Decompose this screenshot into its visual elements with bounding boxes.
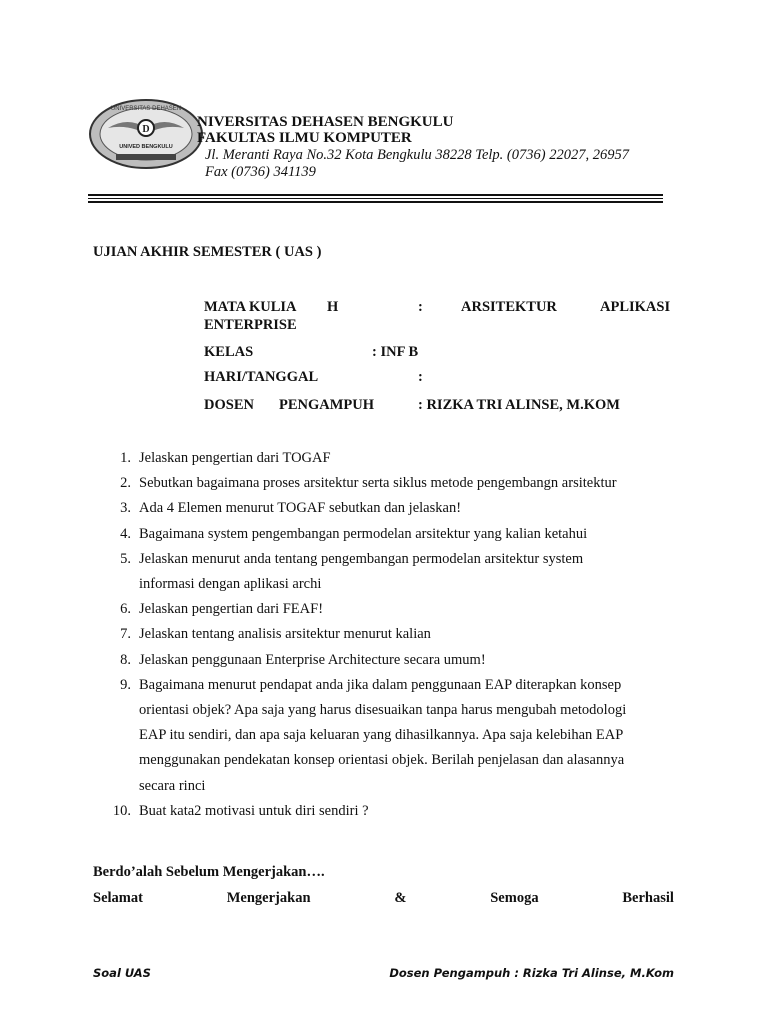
hari-tanggal-label: HARI/TANGGAL [204, 369, 319, 385]
question-number: 2. [120, 475, 131, 492]
question-text: Ada 4 Elemen menurut TOGAF sebutkan dan jelaskan! [139, 500, 462, 517]
question-text: Bagaimana system pengembangan permodelan arsitektur yang kalian ketahui [139, 525, 588, 542]
question-number [93, 572, 131, 597]
question-item [93, 547, 674, 572]
question-list [93, 446, 674, 824]
closing-word: & [394, 890, 407, 906]
question-item [93, 799, 674, 824]
closing-word: Berhasil [622, 890, 674, 906]
dosen-value: : RIZKA TRI ALINSE, M.KOM [418, 397, 620, 413]
mata-kuliah-label-h: H [327, 299, 339, 315]
question-number [93, 723, 131, 748]
university-name: NIVERSITAS DEHASEN BENGKULU [197, 114, 454, 130]
question-number [93, 774, 131, 799]
question-number: 4. [120, 525, 131, 542]
question-text: secara rinci [139, 777, 206, 794]
question-item [93, 622, 674, 647]
question-text: Sebutkan bagaimana proses arsitektur serta siklus metode pengembangn arsitektur [139, 475, 617, 492]
question-text: Jelaskan penggunaan Enterprise Architecture secara umum! [139, 651, 486, 668]
svg-text:D: D [142, 124, 150, 135]
question-text: Jelaskan menurut anda tentang pengembangan permodelan arsitektur system [139, 550, 584, 567]
university-logo [88, 98, 204, 170]
question-text: Jelaskan pengertian dari TOGAF [139, 450, 331, 466]
address-line-1: Jl. Meranti Raya No.32 Kota Bengkulu 38228 Telp. (0736) 22027, 26957 [205, 147, 629, 163]
question-item [93, 673, 674, 698]
logo-ring-text: UNIVERSITAS DEHASEN [110, 106, 182, 112]
question-number: 10. [112, 802, 131, 819]
question-continuation [93, 723, 674, 748]
kelas-label: KELAS [204, 344, 254, 360]
question-item [93, 597, 674, 622]
footer-left: Soal UAS [93, 966, 151, 980]
dosen-label: PENGAMPUH [279, 397, 375, 413]
closing-word: Mengerjakan [226, 890, 311, 906]
closing-word: Selamat [93, 890, 143, 906]
header-rule [88, 198, 663, 199]
mata-kuliah-value: ARSITEKTUR [461, 299, 557, 315]
question-text: orientasi objek? Apa saja yang harus disesuaikan tanpa harus mengubah metodologi [139, 702, 627, 719]
question-number: 5. [120, 550, 131, 567]
question-number [93, 748, 131, 773]
question-text: Buat kata2 motivasi untuk diri sendiri ? [139, 802, 369, 819]
dosen-label: DOSEN [204, 397, 254, 413]
header-rule [88, 194, 663, 196]
address-line-2: Fax (0736) 341139 [205, 164, 316, 180]
question-item [93, 496, 674, 521]
question-number: 8. [120, 651, 131, 668]
question-number: 7. [120, 626, 131, 643]
question-item [93, 522, 674, 547]
kelas-value: : INF B [372, 344, 419, 360]
question-text: menggunakan pendekatan konsep orientasi objek. Berilah penjelasan dan alasannya [139, 752, 625, 769]
question-number: 6. [120, 601, 131, 618]
question-number: 9. [120, 676, 131, 693]
question-text: EAP itu sendiri, dan apa saja keluaran yang dihasilkannya. Apa saja kelebihan EAP [139, 727, 624, 744]
question-number: 3. [120, 500, 131, 517]
question-number [93, 698, 131, 723]
question-continuation [93, 748, 674, 773]
exam-title: UJIAN AKHIR SEMESTER ( UAS ) [93, 244, 322, 260]
faculty-name: FAKULTAS ILMU KOMPUTER [197, 130, 412, 146]
mata-kuliah-colon: : [418, 299, 423, 315]
footer-right: Dosen Pengampuh : Rizka Tri Alinse, M.Kom [389, 966, 674, 980]
question-item [93, 446, 674, 471]
question-text: Jelaskan pengertian dari FEAF! [139, 601, 324, 618]
question-continuation [93, 572, 674, 597]
mata-kuliah-value: ENTERPRISE [204, 317, 297, 333]
mata-kuliah-value: APLIKASI [600, 299, 671, 315]
question-item [93, 648, 674, 673]
question-item [93, 471, 674, 496]
question-text: Jelaskan tentang analisis arsitektur menurut kalian [139, 626, 431, 643]
closing-prayer: Berdo’alah Sebelum Mengerjakan…. [93, 864, 325, 880]
logo-center-text: UNIVED BENGKULU [119, 144, 173, 150]
question-continuation [93, 774, 674, 799]
mata-kuliah-label: MATA KULIA [204, 299, 297, 315]
header-rule [88, 201, 663, 203]
closing-wishes [93, 890, 674, 907]
question-number: 1. [120, 450, 131, 466]
question-text: Bagaimana menurut pendapat anda jika dalam penggunaan EAP diterapkan konsep [139, 676, 622, 693]
question-continuation [93, 698, 674, 723]
hari-tanggal-colon: : [418, 369, 423, 385]
closing-word: Semoga [490, 890, 539, 906]
question-text: informasi dengan aplikasi archi [139, 576, 322, 593]
